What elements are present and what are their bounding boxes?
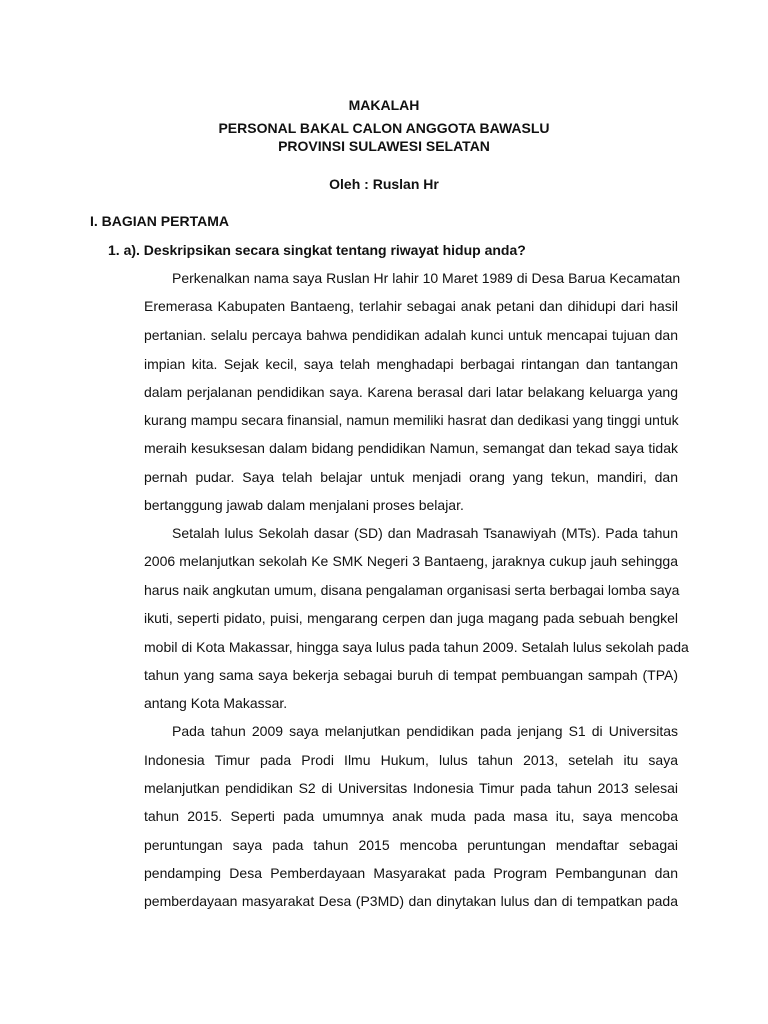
- paragraph-line: harus naik angkutan umum, disana pengalaman organisasi serta berbagai lomba saya: [144, 582, 680, 598]
- paragraph-line: pemberdayaan masyarakat Desa (P3MD) dan dinytakan lulus dan di tempatkan pada: [144, 893, 678, 909]
- question-heading: 1. a). Deskripsikan secara singkat tentang riwayat hidup anda?: [108, 242, 526, 258]
- paragraph-line: melanjutkan pendidikan S2 di Universitas Indonesia Timur pada tahun 2013 selesai: [144, 780, 678, 796]
- paragraph-line: Perkenalkan nama saya Ruslan Hr lahir 10 Maret 1989 di Desa Barua Kecamatan: [172, 270, 681, 286]
- paragraph-line: Pada tahun 2009 saya melanjutkan pendidikan pada jenjang S1 di Universitas: [172, 723, 678, 739]
- paragraph-line: impian kita. Sejak kecil, saya telah menghadapi berbagai rintangan dan tantangan: [144, 356, 678, 372]
- paragraph-line: ikuti, seperti pidato, puisi, mengarang cerpen dan juga magang pada sebuah bengkel: [144, 610, 678, 626]
- paragraph-line: Indonesia Timur pada Prodi Ilmu Hukum, lulus tahun 2013, setelah itu saya: [144, 752, 678, 768]
- paragraph-line: pendamping Desa Pemberdayaan Masyarakat pada Program Pembangunan dan: [144, 865, 678, 881]
- paragraph-line: Setalah lulus Sekolah dasar (SD) dan Madrasah Tsanawiyah (MTs). Pada tahun: [172, 525, 678, 541]
- paragraph-line: pertanian. selalu percaya bahwa pendidikan adalah kunci untuk mencapai tujuan dan: [144, 327, 678, 343]
- paragraph-line: kurang mampu secara finansial, namun memiliki hasrat dan dedikasi yang tinggi untuk: [144, 412, 679, 428]
- section-heading: I. BAGIAN PERTAMA: [90, 213, 229, 229]
- paragraph-line: meraih kesuksesan dalam bidang pendidikan Namun, semangat dan tekad saya tidak: [144, 440, 678, 456]
- document-subtitle: PERSONAL BAKAL CALON ANGGOTA BAWASLU: [218, 120, 550, 136]
- paragraph-line: peruntungan saya pada tahun 2015 mencoba peruntungan mendaftar sebagai: [144, 837, 678, 853]
- document-title: MAKALAH: [348, 97, 420, 113]
- paragraph-line: tahun 2015. Seperti pada umumnya anak muda pada masa itu, saya mencoba: [144, 808, 678, 824]
- paragraph-line: mobil di Kota Makassar, hingga saya lulus pada tahun 2009. Setalah lulus sekolah pada: [144, 639, 689, 655]
- paragraph-line: tahun yang sama saya bekerja sebagai buruh di tempat pembuangan sampah (TPA): [144, 667, 678, 683]
- paragraph-line: pernah pudar. Saya telah belajar untuk menjadi orang yang tekun, mandiri, dan: [144, 469, 678, 485]
- document-subtitle-province: PROVINSI SULAWESI SELATAN: [278, 138, 490, 154]
- paragraph-line: dalam perjalanan pendidikan saya. Karena berasal dari latar belakang keluarga yang: [144, 384, 678, 400]
- paragraph-line: antang Kota Makassar.: [144, 695, 288, 711]
- paragraph-line: bertanggung jawab dalam menjalani proses belajar.: [144, 497, 464, 513]
- paragraph-line: Eremerasa Kabupaten Bantaeng, terlahir sebagai anak petani dan dihidupi dari hasil: [144, 298, 678, 314]
- paragraph-line: 2006 melanjutkan sekolah Ke SMK Negeri 3 Bantaeng, jaraknya cukup jauh sehingga: [144, 553, 678, 569]
- author-line: Oleh : Ruslan Hr: [329, 176, 439, 192]
